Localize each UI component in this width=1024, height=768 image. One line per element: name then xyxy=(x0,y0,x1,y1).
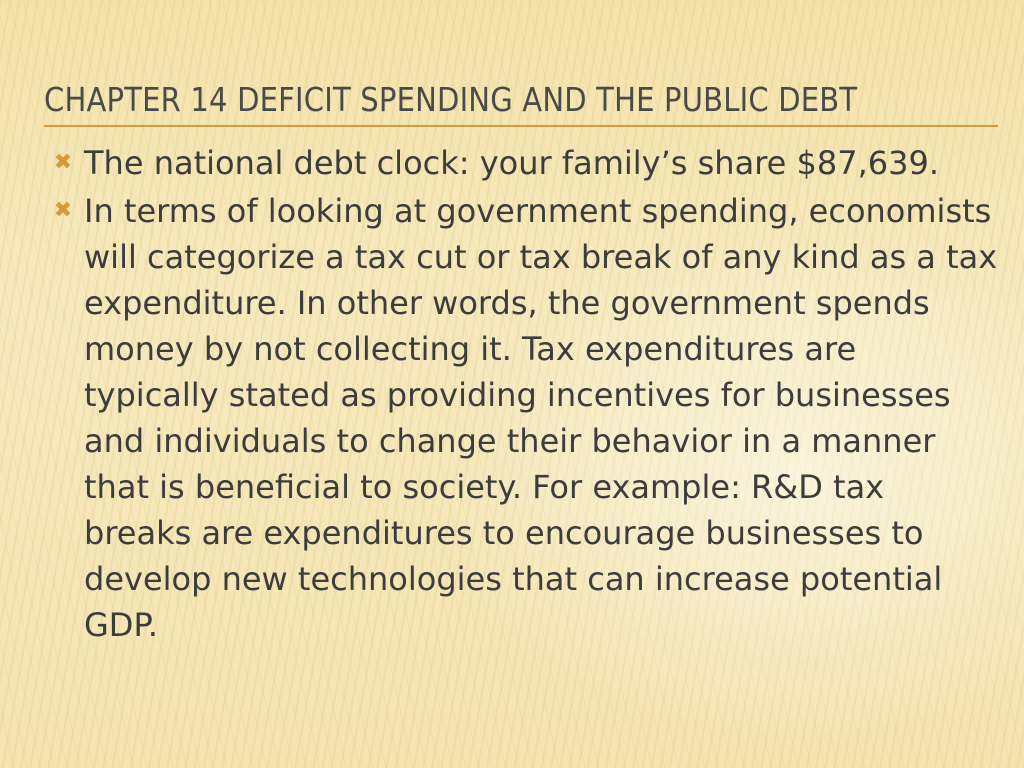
bullet-item xyxy=(48,140,998,186)
x-mark-icon: ✖ xyxy=(53,150,73,175)
title-underline xyxy=(44,125,998,127)
slide-title: CHAPTER 14 DEFICIT SPENDING AND THE PUBLIC DEBT xyxy=(44,80,858,119)
bullet-text: The national debt clock: your family’s share $87,639. xyxy=(84,144,939,182)
bullet-item xyxy=(48,188,998,648)
x-mark-icon: ✖ xyxy=(53,198,73,223)
bullet-list xyxy=(48,140,998,650)
bullet-text: In terms of looking at government spending, economists will categorize a tax cut or tax break of any kind as a tax expenditure. In other words, the government spends money by not collecting it. Tax expenditures are typically stated as providing incentives for businesses and individuals to change their behavior in a manner that is beneficial to society. For example: R&D tax breaks are expenditures to encourage businesses to develop new technologies that can increase potential GDP. xyxy=(84,192,998,644)
